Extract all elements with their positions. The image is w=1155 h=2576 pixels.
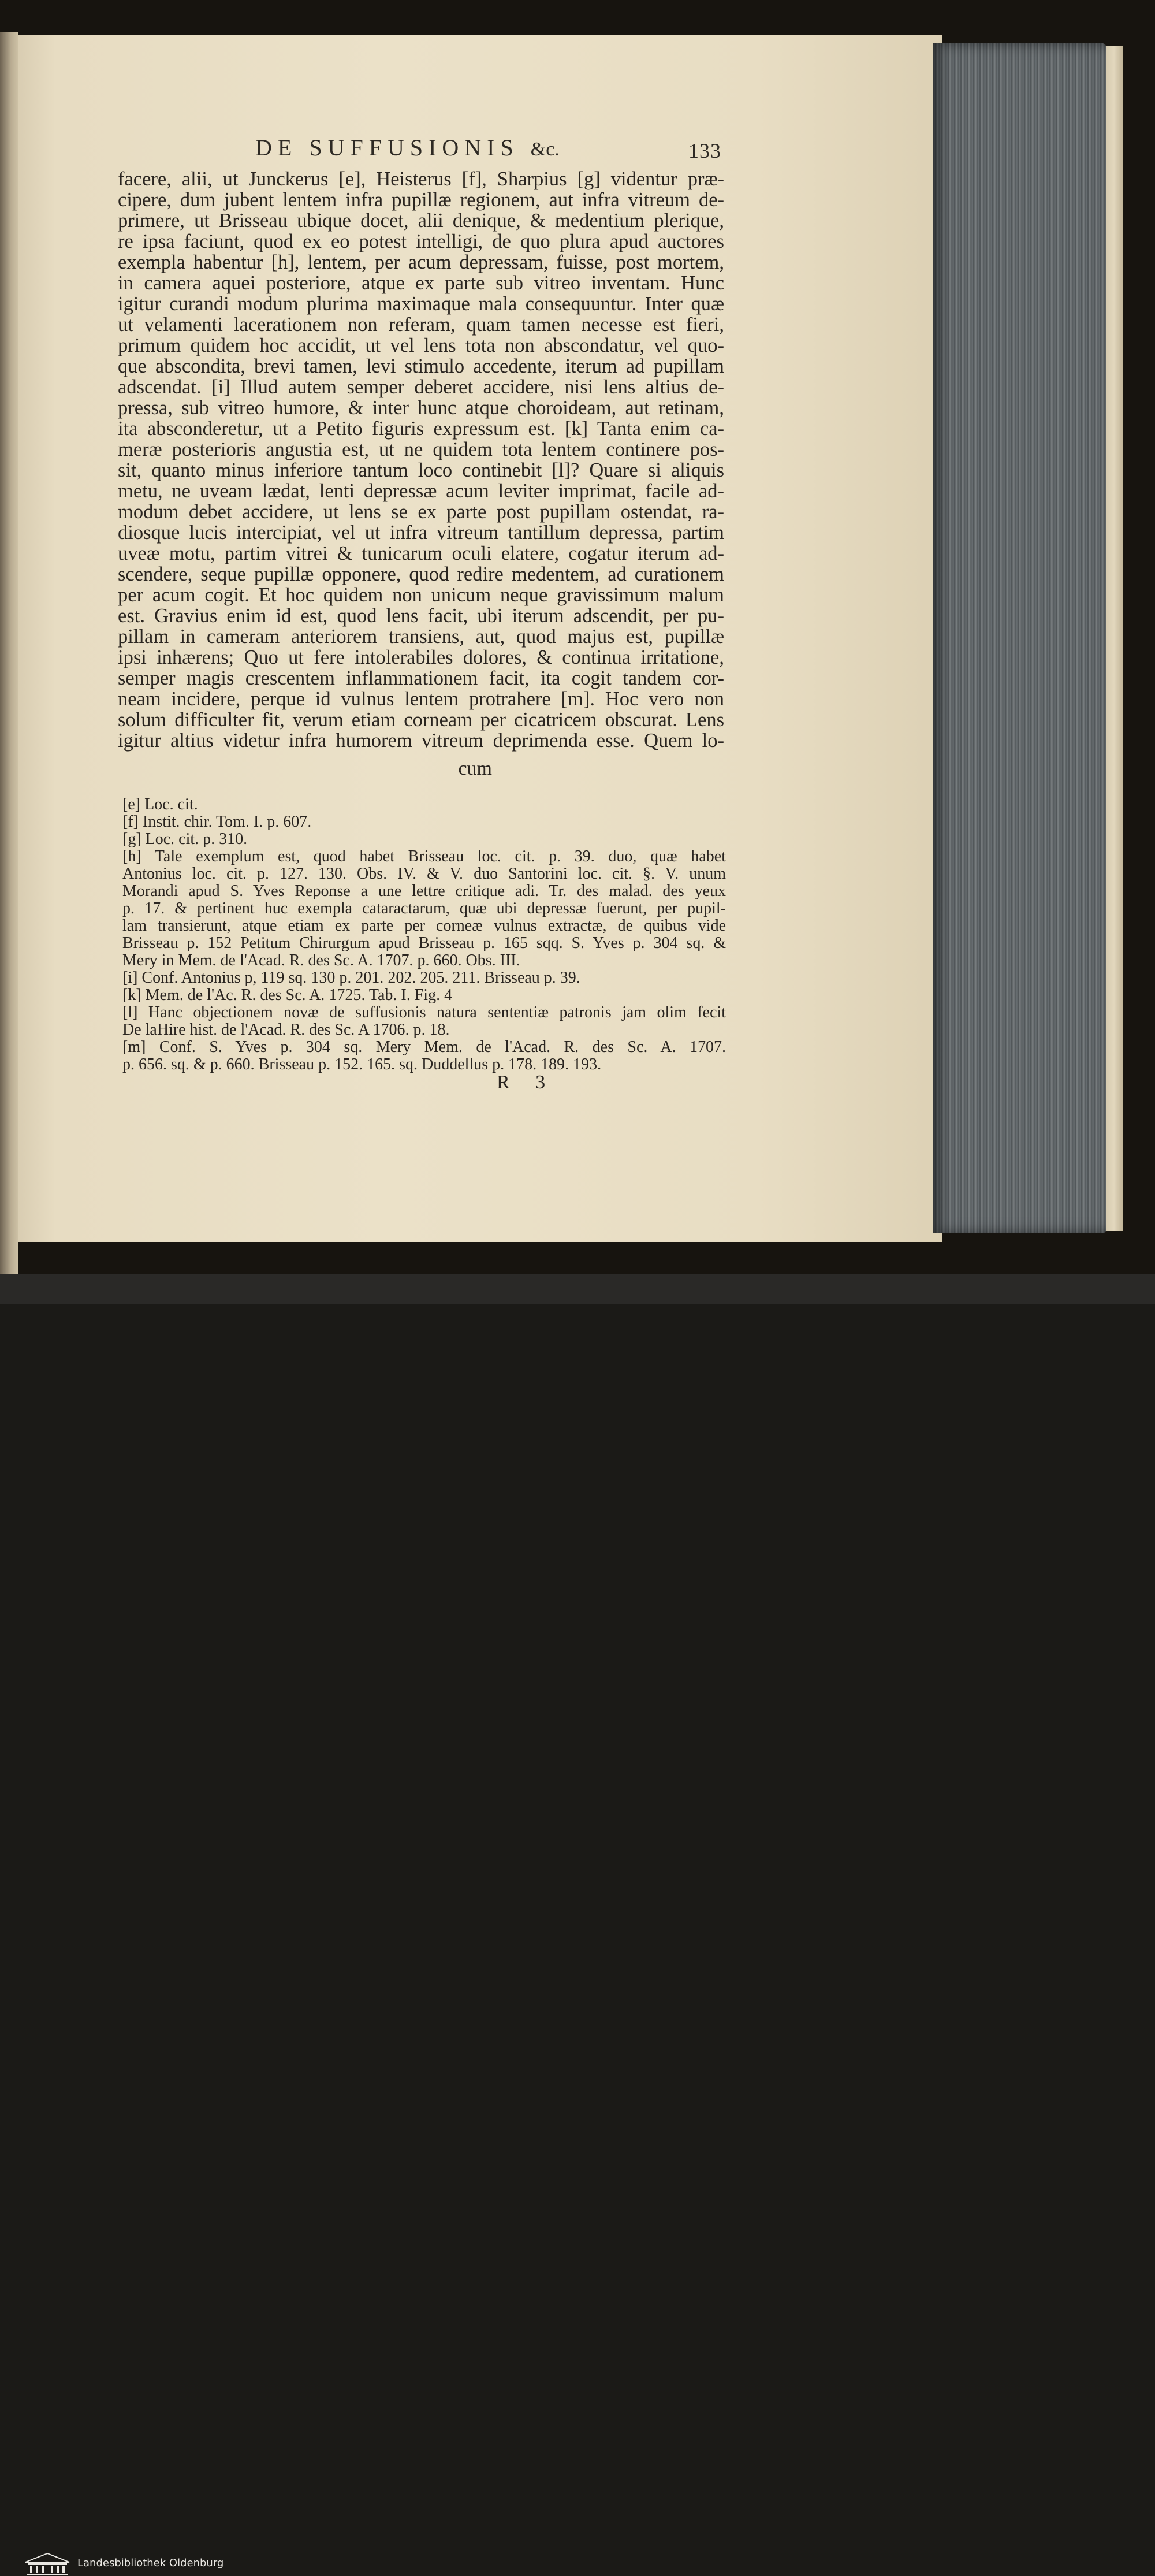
body-line: facere, alii, ut Junckerus [e], Heisterus [f], Sharpius [g] videntur præ-: [118, 168, 724, 190]
running-head: [255, 134, 560, 161]
body-line: scendere, seque pupillæ opponere, quod redire medentem, ad curationem: [118, 563, 724, 585]
footnote-line: Morandi apud S. Yves Reponse a une lettre critique adi. Tr. des malad. des yeux: [122, 882, 726, 900]
body-line: semper magis crescentem inflammationem facit, ita cogit tandem cor-: [118, 667, 724, 689]
footnote-line: [l] Hanc objectionem novæ de suffusionis natura sententiæ patronis jam olim fecit: [122, 1003, 726, 1021]
body-line: primum quidem hoc accidit, ut vel lens tota non abscondatur, vel quo-: [118, 334, 724, 356]
footnote-line: De laHire hist. de l'Acad. R. des Sc. A 1706. p. 18.: [122, 1021, 450, 1039]
body-line: adscendat. [i] Illud autem semper deberet accidere, nisi lens altius de-: [118, 376, 724, 398]
body-line: re ipsa faciunt, quod ex eo potest intelligi, de quo plura apud auctores: [118, 231, 724, 252]
running-title: DE SUFFUSIONIS: [255, 135, 519, 161]
body-line: neam incidere, perque id vulnus lentem protrahere [m]. Hoc vero non: [118, 688, 724, 710]
footnote-line: [e] Loc. cit.: [122, 796, 198, 813]
book-scan: [0, 0, 1155, 1274]
running-title-suffix: &c.: [530, 139, 560, 160]
body-line: in camera aquei posteriore, atque ex parte sub vitreo inventam. Hunc: [118, 272, 724, 294]
body-line: uveæ motu, partim vitrei & tunicarum oculi elatere, cogatur iterum ad-: [118, 542, 724, 564]
footnote-line: [k] Mem. de l'Ac. R. des Sc. A. 1725. Tab. I. Fig. 4: [122, 986, 453, 1004]
footnote-line: [h] Tale exemplum est, quod habet Brisseau loc. cit. p. 39. duo, quæ habet: [122, 847, 726, 865]
footnote-line: [f] Instit. chir. Tom. I. p. 607.: [122, 813, 312, 831]
signature-mark: R 3: [497, 1072, 556, 1093]
body-line: sit, quanto minus inferiore tantum loco continebit [l]? Quare si aliquis: [118, 459, 724, 481]
library-name: Landesbibliothek Oldenburg: [77, 2557, 224, 2569]
body-line: que abscondita, brevi tamen, levi stimulo accedente, iterum ad pupillam: [118, 355, 724, 377]
library-logo-icon: [23, 2552, 72, 2576]
footnote-line: Brisseau p. 152 Petitum Chirurgum apud Brisseau p. 165 sqq. S. Yves p. 304 sq. &: [122, 934, 726, 952]
facing-page-edge: [0, 32, 18, 1274]
body-line: metu, ne uveam lædat, lenti depressæ acum leviter imprimat, facile ad-: [118, 480, 724, 502]
body-line: ipsi inhærens; Quo ut fere intolerabiles dolores, & continua irritatione,: [118, 646, 724, 668]
footnote-line: [g] Loc. cit. p. 310.: [122, 830, 248, 848]
footnote-line: [m] Conf. S. Yves p. 304 sq. Mery Mem. de l'Acad. R. des Sc. A. 1707.: [122, 1038, 726, 1056]
footnote-line: p. 17. & pertinent huc exempla cataractarum, quæ ubi depressæ fuerunt, per pupil-: [122, 899, 726, 917]
page-block-stack: [933, 43, 1106, 1233]
body-line: pillam in cameram anteriorem transiens, aut, quod majus est, pupillæ: [118, 626, 724, 648]
body-line: igitur curandi modum plurima maximaque mala consequuntur. Inter quæ: [118, 293, 724, 315]
page-number: 133: [688, 139, 721, 162]
body-line: pressa, sub vitreo humore, & inter hunc atque choroideam, aut retinam,: [118, 397, 724, 419]
footnote-line: Mery in Mem. de l'Acad. R. des Sc. A. 1707. p. 660. Obs. III.: [122, 951, 520, 969]
footnote-line: lam transierunt, atque etiam ex parte per corneæ vulnus extractæ, de quibus vide: [122, 917, 726, 935]
book-page: [18, 35, 942, 1242]
footnote-line: Antonius loc. cit. p. 127. 130. Obs. IV. & V. duo Santorini loc. cit. §. V. unum: [122, 865, 726, 883]
body-line: igitur altius videtur infra humorem vitreum deprimenda esse. Quem lo-: [118, 730, 724, 752]
body-line: primere, ut Brisseau ubique docet, alii denique, & medentium plerique,: [118, 210, 724, 232]
body-line: ut velamenti lacerationem non referam, quam tamen necesse est fieri,: [118, 314, 724, 336]
body-line: solum difficulter fit, verum etiam corneam per cicatricem obscurat. Lens: [118, 709, 724, 731]
body-line: per acum cogit. Et hoc quidem non unicum neque gravissimum malum: [118, 584, 724, 606]
catchword: cum: [458, 758, 492, 779]
body-line: exempla habentur [h], lentem, per acum depressam, fuisse, post mortem,: [118, 251, 724, 273]
body-line: diosque lucis intercipiat, vel ut infra vitreum tantillum depressa, partim: [118, 522, 724, 544]
body-line: cipere, dum jubent lentem infra pupillæ regionem, aut infra vitreum de-: [118, 189, 724, 211]
viewer-footer: [0, 1274, 1155, 2569]
body-line: meræ posterioris angustia est, ut ne quidem tota lentem continere pos-: [118, 438, 724, 460]
body-line: ita absconderetur, ut a Petito figuris expressum est. [k] Tanta enim ca-: [118, 418, 724, 440]
footnote-line: [i] Conf. Antonius p, 119 sq. 130 p. 201. 202. 205. 211. Brisseau p. 39.: [122, 969, 580, 987]
footnote-line: p. 656. sq. & p. 660. Brisseau p. 152. 165. sq. Duddellus p. 178. 189. 193.: [122, 1055, 602, 1073]
body-line: modum debet accidere, ut lens se ex parte post pupillam ostendat, ra-: [118, 501, 724, 523]
body-line: est. Gravius enim id est, quod lens facit, ubi iterum adscendit, per pu-: [118, 605, 724, 627]
